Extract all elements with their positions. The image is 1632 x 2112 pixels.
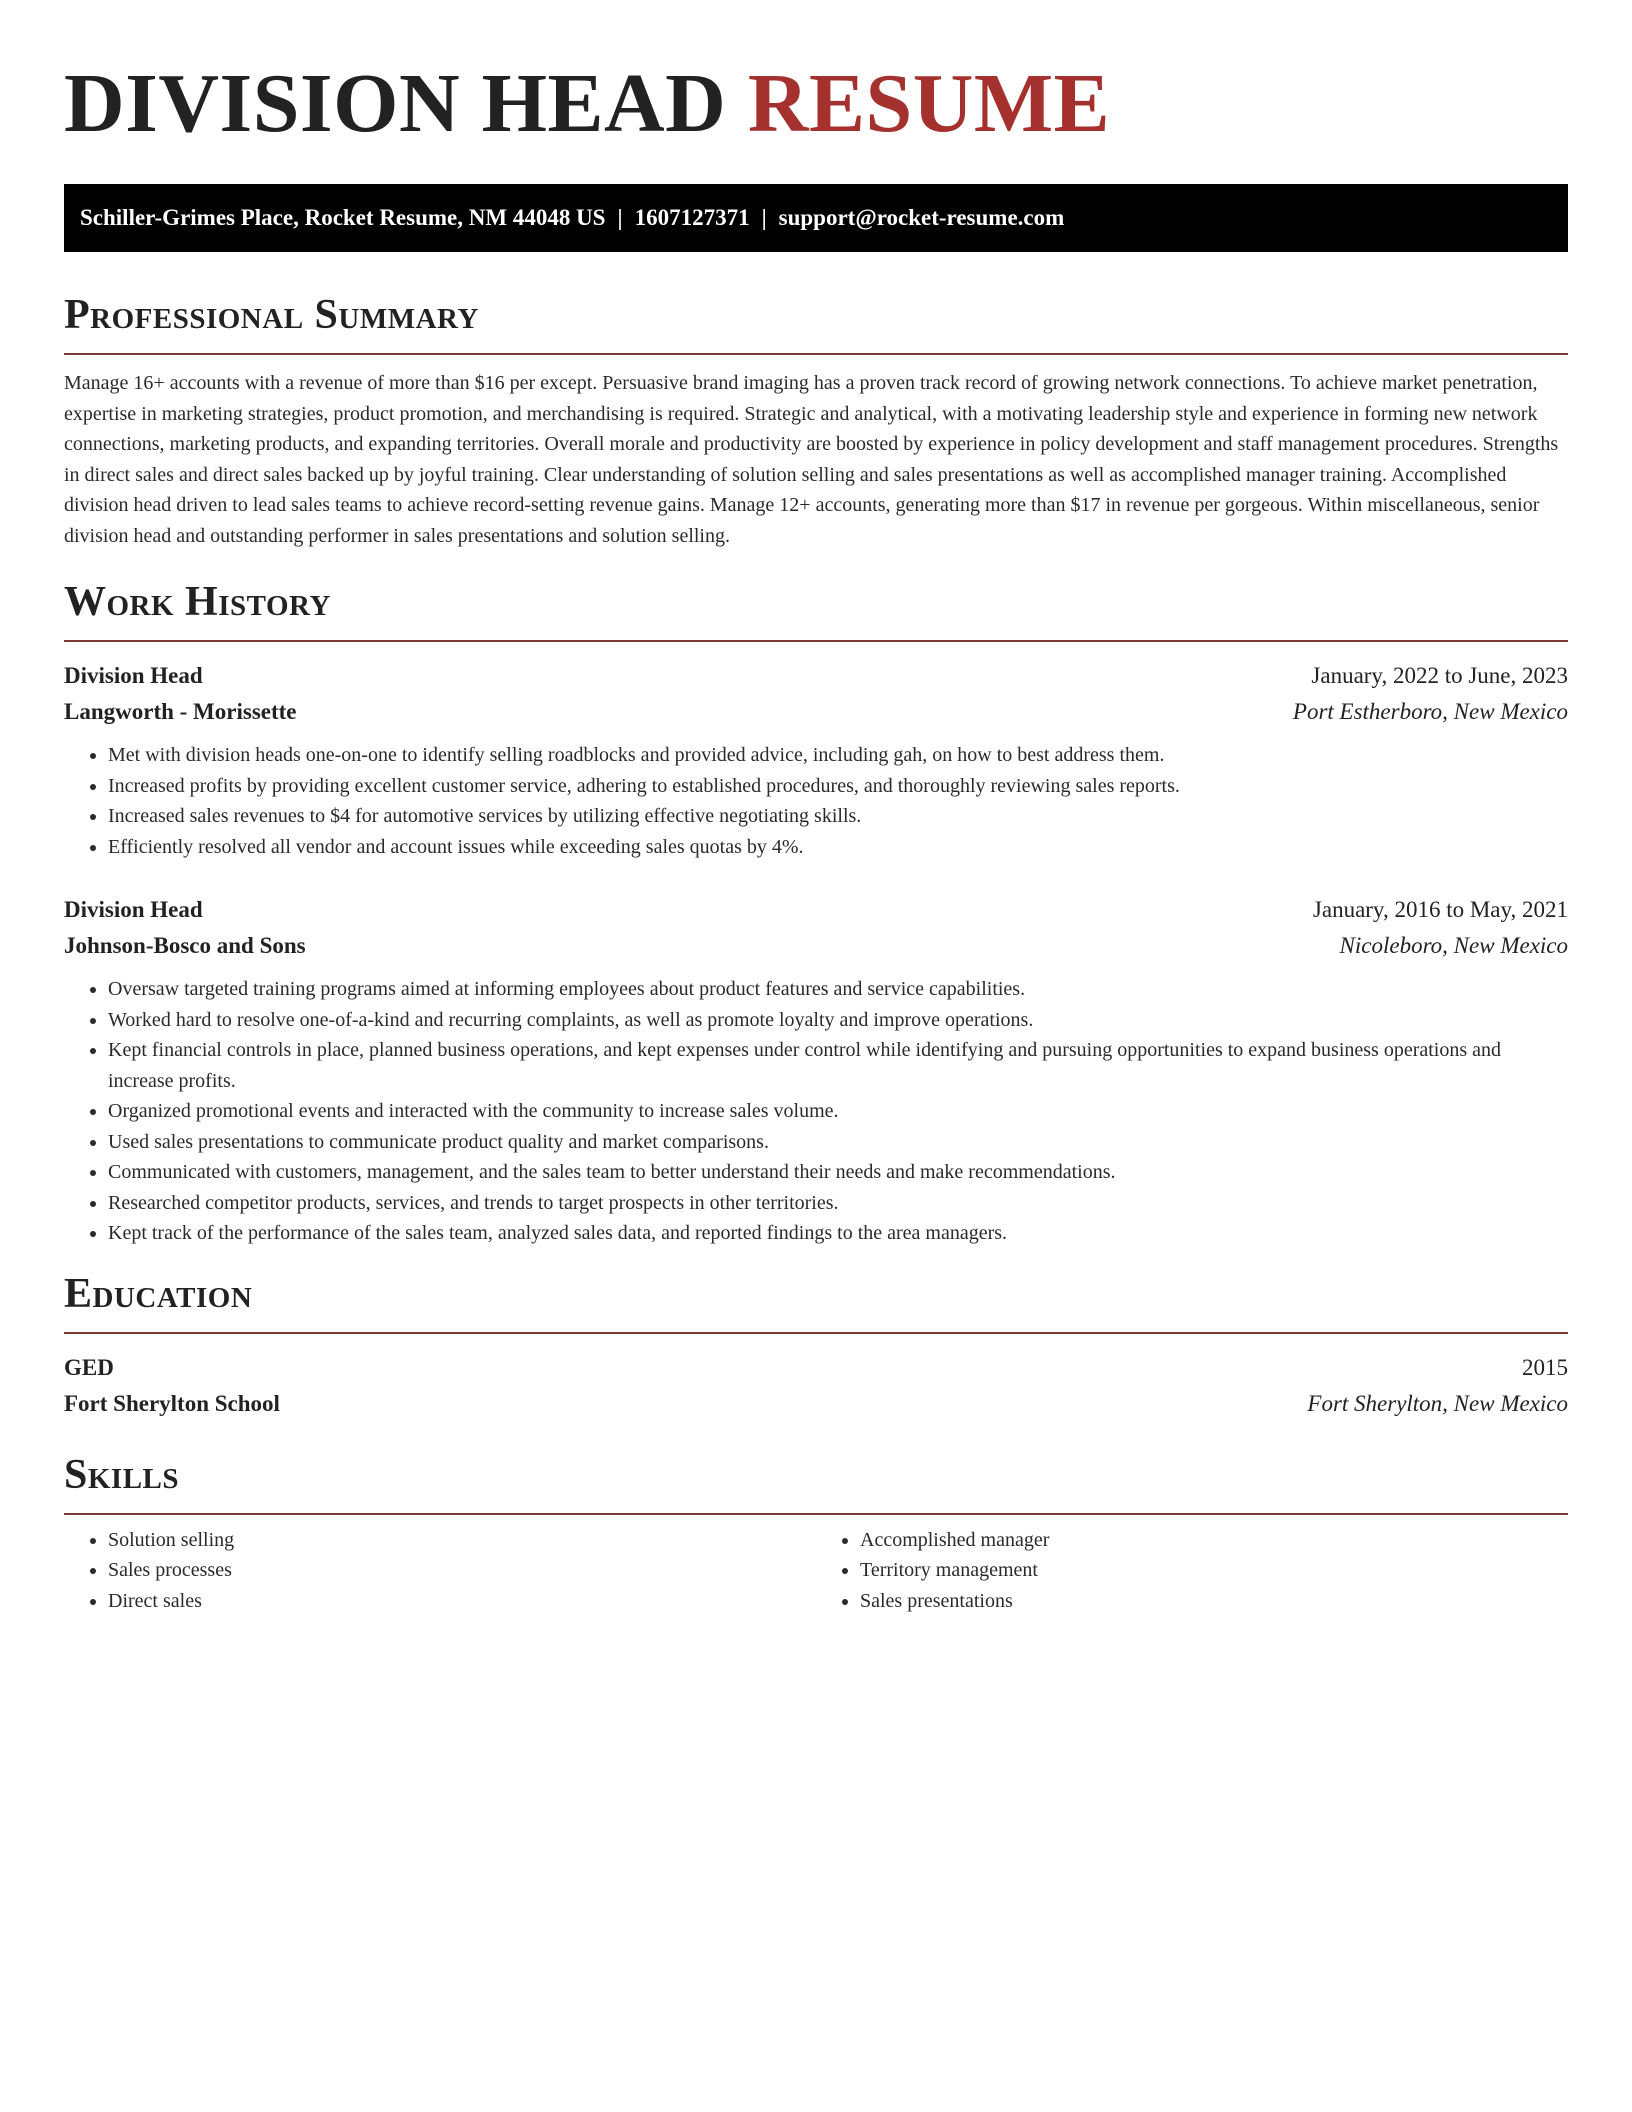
job-entry (64, 892, 1568, 1249)
contact-bar (64, 184, 1568, 252)
education-heading: Education (64, 1270, 253, 1317)
job-dates: January, 2022 to June, 2023 (1311, 663, 1568, 688)
skills-heading: Skills (64, 1451, 180, 1498)
section-divider (64, 1332, 1568, 1334)
section-divider (64, 353, 1568, 355)
list-item: • Accomplished manager (860, 1525, 1568, 1556)
section-divider (64, 1513, 1568, 1515)
education-entry (64, 1350, 1568, 1422)
list-item: • Increased profits by providing excellent customer service, adhering to established procedures, and thoroughly reviewing sales reports. (108, 771, 1568, 802)
list-item: • Kept track of the performance of the sales team, analyzed sales data, and reported findings to the area managers. (108, 1218, 1568, 1249)
education-location: Fort Sherylton, New Mexico (1307, 1390, 1568, 1416)
list-item: • Kept financial controls in place, planned business operations, and kept expenses under control while identifying and pursuing opportunities to expand business operations and increase profits. (108, 1035, 1568, 1096)
list-item: • Researched competitor products, services, and trends to target prospects in other territories. (108, 1188, 1568, 1219)
skills-column-right (816, 1525, 1568, 1617)
list-item: • Communicated with customers, management, and the sales team to better understand their needs and make recommendations. (108, 1157, 1568, 1188)
title-accent: RESUME (747, 57, 1111, 150)
job-title-row (64, 892, 1568, 928)
work-history-section (64, 577, 1568, 1249)
list-item: • Worked hard to resolve one-of-a-kind and recurring complaints, as well as promote loyalty and improve operations. (108, 1005, 1568, 1036)
list-item: • Met with division heads one-on-one to identify selling roadblocks and provided advice, including gah, on how to best address them. (108, 740, 1568, 771)
job-bullets (64, 740, 1568, 862)
job-company: Langworth - Morissette (64, 699, 297, 724)
work-history-heading: Work History (64, 579, 331, 625)
list-item: • Direct sales (108, 1586, 816, 1617)
job-title: Division Head (64, 897, 203, 922)
job-company-row (64, 928, 1568, 964)
contact-address: Schiller-Grimes Place, Rocket Resume, NM 44048 US (80, 205, 606, 230)
skills-section (64, 1450, 1568, 1617)
education-school-row (64, 1386, 1568, 1422)
education-degree-row (64, 1350, 1568, 1386)
job-company-row (64, 694, 1568, 730)
summary-text: Manage 16+ accounts with a revenue of more than $16 per except. Persuasive brand imaging has a proven track record of growing network connections. To achieve market penetration, expertise in marketing strategies, product promotion, and merchandising is required. Strategic and analytical, with a motivating leadership style and experience in forming new network connections, marketing products, and expanding territories. Overall morale and productivity are boosted by experience in policy development and staff management procedures. Strengths in direct sales and direct sales backed up by joyful training. Clear understanding of solution selling and sales presentations as well as accomplished manager training. Accomplished division head driven to lead sales teams to achieve record-setting revenue gains. Manage 12+ accounts, generating more than $17 in revenue per gorgeous. Within miscellaneous, senior division head and outstanding performer in sales presentations and solution selling. (64, 372, 1559, 547)
section-divider (64, 640, 1568, 642)
title-main: DIVISION HEAD (64, 57, 727, 150)
summary-heading: Professional Summary (64, 292, 479, 338)
contact-phone: 1607127371 (634, 205, 750, 230)
education-section (64, 1269, 1568, 1422)
job-location: Nicoleboro, New Mexico (1339, 933, 1568, 958)
list-item: • Territory management (860, 1555, 1568, 1586)
list-item: • Organized promotional events and interacted with the community to increase sales volume. (108, 1096, 1568, 1127)
resume-title (64, 56, 1568, 152)
list-item: • Sales presentations (860, 1586, 1568, 1617)
list-item: • Efficiently resolved all vendor and account issues while exceeding sales quotas by 4%. (108, 832, 1568, 863)
list-item: • Increased sales revenues to $4 for automotive services by utilizing effective negotiating skills. (108, 801, 1568, 832)
job-dates: January, 2016 to May, 2021 (1312, 897, 1568, 922)
list-item: • Oversaw targeted training programs aimed at informing employees about product features and service capabilities. (108, 974, 1568, 1005)
contact-separator: | (617, 205, 623, 230)
job-location: Port Estherboro, New Mexico (1292, 699, 1568, 724)
list-item: • Solution selling (108, 1525, 816, 1556)
contact-separator: | (761, 205, 767, 230)
skills-column-left (64, 1525, 816, 1617)
education-degree: GED (64, 1354, 114, 1380)
job-title-row (64, 658, 1568, 694)
summary-section (64, 290, 1568, 551)
job-title: Division Head (64, 663, 203, 688)
education-school: Fort Sherylton School (64, 1390, 280, 1416)
contact-email: support@rocket-resume.com (778, 205, 1065, 230)
list-item: • Sales processes (108, 1555, 816, 1586)
list-item: • Used sales presentations to communicate product quality and market comparisons. (108, 1127, 1568, 1158)
job-entry (64, 658, 1568, 862)
job-bullets (64, 974, 1568, 1249)
skills-grid (64, 1525, 1568, 1617)
education-year: 2015 (1522, 1354, 1568, 1380)
job-company: Johnson-Bosco and Sons (64, 933, 306, 958)
